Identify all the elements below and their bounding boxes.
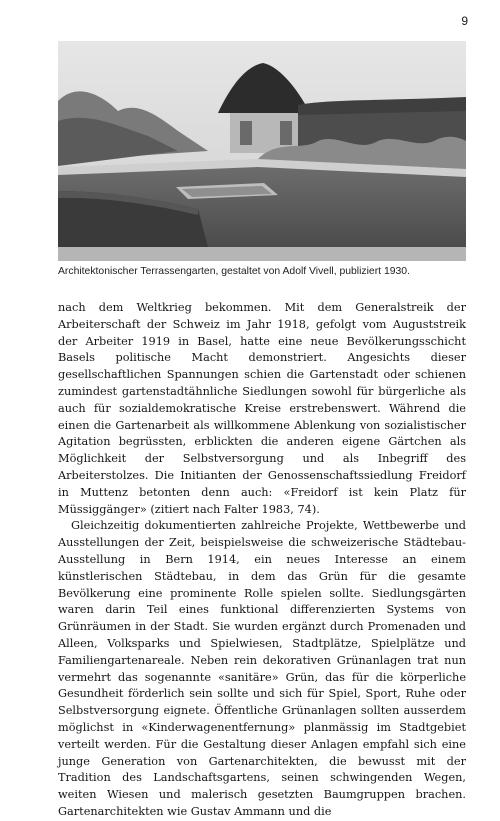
figure-caption: Architektonischer Terrassengarten, gestaltet von Adolf Vivell, publiziert 1930. bbox=[58, 266, 410, 277]
paragraph-1: nach dem Weltkrieg bekommen. Mit dem Generalstreik der Arbeiterschaft der Schweiz im Jahr 1918, gefolgt vom Auguststreik der Arbeiter 1919 in Basel, hatte eine neue Bevölkerungsschicht Basels politische Macht demonstriert. Angesichts dieser gesellschaftlichen Spannungen schien die Gartenstadt oder schienen zumindest gartenstadtähnliche Siedlungen sowohl für bürgerliche als auch für sozialdemokratische Kreise erstrebenswert. Während die einen die Gartenarbeit als willkommene Ablenkung von sozialistischer Agitation begrüssten, erblickten die anderen eigene Gärtchen als Möglichkeit der Selbstversorgung und als Inbegriff des Arbeiterstolzes. Die Initianten der Genossenschaftssiedlung Freidorf in Muttenz betonten denn auch: «Freidorf ist kein Platz für Müssiggänger» (zitiert nach Falter 1983, 74). bbox=[58, 301, 466, 516]
paragraph-2: Gleichzeitig dokumentierten zahlreiche Projekte, Wettbewerbe und Ausstellungen der Zeit, beispielsweise die schweizerische Städtebau-Ausstellung in Bern 1914, ein neues Interesse an einem künstlerischen Städtebau, in dem das Grün für die gesamte Bevölkerung eine prominente Rolle spielen sollte. Siedlungsgärten waren darin Teil eines funktional differenzierten Systems von Grünräumen in der Stadt. Sie wurden ergänzt durch Promenaden und Alleen, Volksparks und Spielwiesen, Stadtplätze, Spielplätze und Familiengartenareale. Neben rein dekorativen Grünanlagen trat nun vermehrt das sogenannte «sanitäre» Grün, das für die körperliche Gesundheit förderlich sein sollte und sich für Spiel, Sport, Ruhe oder Selbstversorgung eignete. Öffentliche Grünanlagen sollten ausserdem möglichst in «Kinderwagenentfernung» planmässig im Stadtgebiet verteilt werden. Für die Gestaltung dieser Anlagen empfahl sich eine junge Generation von Gartenarchitekten, die bewusst mit der Tradition des Landschaftsgartens, seinen schwingenden Wegen, weiten Wiesen und malerisch gesetzten Baumgruppen brachen. Gartenarchitekten wie Gustav Ammann und die bbox=[58, 519, 466, 818]
garden-photo bbox=[58, 41, 466, 261]
page-number: 9 bbox=[461, 14, 468, 28]
body-text bbox=[58, 300, 466, 821]
